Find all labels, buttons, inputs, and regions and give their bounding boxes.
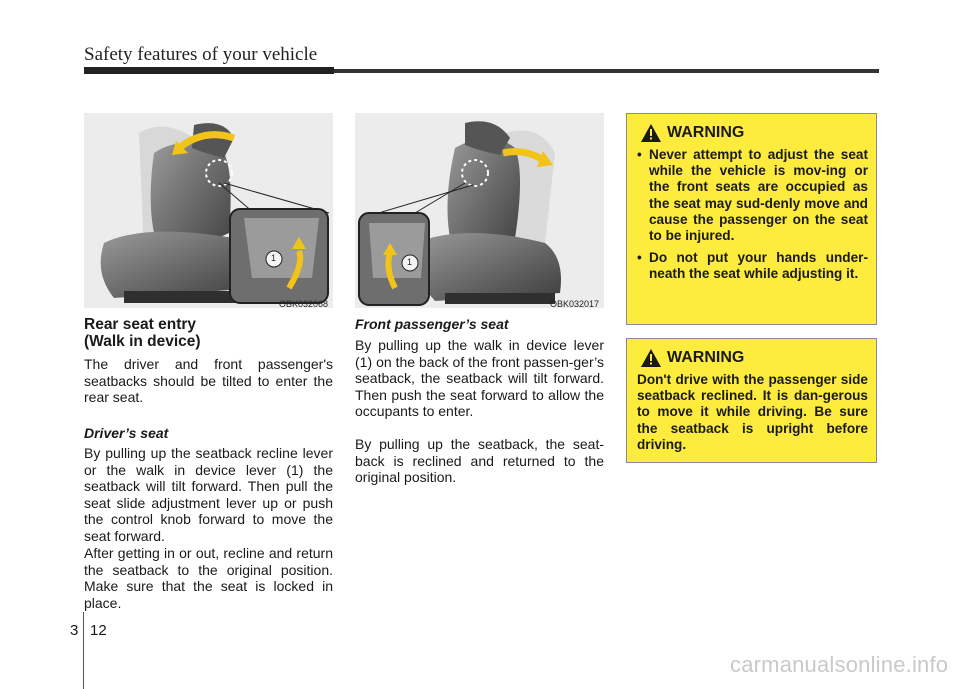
figure-code-left: OBK032068 [279,299,329,309]
warning-box-reclined-seatback [626,338,877,463]
figure-callout-number: 1 [407,257,413,267]
subheading-front-passenger-seat: Front passenger’s seat [355,316,509,332]
chapter-number: 3 [70,622,79,639]
site-watermark: carmanualsonline.info [730,652,949,677]
figure-callout-number: 1 [271,253,277,263]
warning-triangle-icon [641,349,661,367]
warning-text: Don't drive with the passenger side seatback reclined. It is dan-gerous to move it while driving. Be sure the seatback is upright before driving. [637,372,868,452]
driver-seat-paragraph-1: By pulling up the seatback recline lever or the walk in device lever (1) the seatback will tilt forward. Then pull the seat slide adjustment lever up or push the control knob forward to move the seat forward. [84,445,333,544]
warning-item: • Do not put your hands under-neath the seat while adjusting it. [637,250,868,282]
figure-code-right: OBK032017 [550,299,600,309]
driver-seat-paragraph-2: After getting in or out, recline and return the seatback to the original position. Make sure that the seat is locked in place. [84,545,333,611]
subheading-driver-seat: Driver’s seat [84,425,169,441]
driver-seat-illustration [84,113,333,308]
running-header: Safety features of your vehicle [84,44,318,65]
warning-title: WARNING [667,124,745,141]
warning-box-seat-adjust [626,113,877,325]
intro-paragraph: The driver and front passenger's seatbacks should be tilted to enter the rear seat. [84,356,333,406]
passenger-seat-illustration [355,113,604,308]
warning-list [637,147,868,289]
warning-triangle-icon [641,124,661,142]
page-number: 12 [90,622,107,639]
section-heading-rear-seat-entry: Rear seat entry (Walk in device) [84,316,201,350]
warning-title: WARNING [667,349,745,366]
warning-item: • Never attempt to adjust the seat while the vehicle is mov-ing or the front seats are occupied as the seat may sud-denly move and cause the passenger on the seat to be injured. [637,147,868,244]
passenger-seat-paragraph-2: By pulling up the seatback, the seat-back is reclined and returned to the original position. [355,436,604,486]
header-rule-accent [84,67,334,74]
passenger-seat-paragraph-1: By pulling up the walk in device lever (1) on the back of the front passen-ger’s seatback, the seatback will tilt forward. Then push the seat forward to allow the occupants to enter. [355,337,604,420]
page-margin-rule [83,612,84,689]
